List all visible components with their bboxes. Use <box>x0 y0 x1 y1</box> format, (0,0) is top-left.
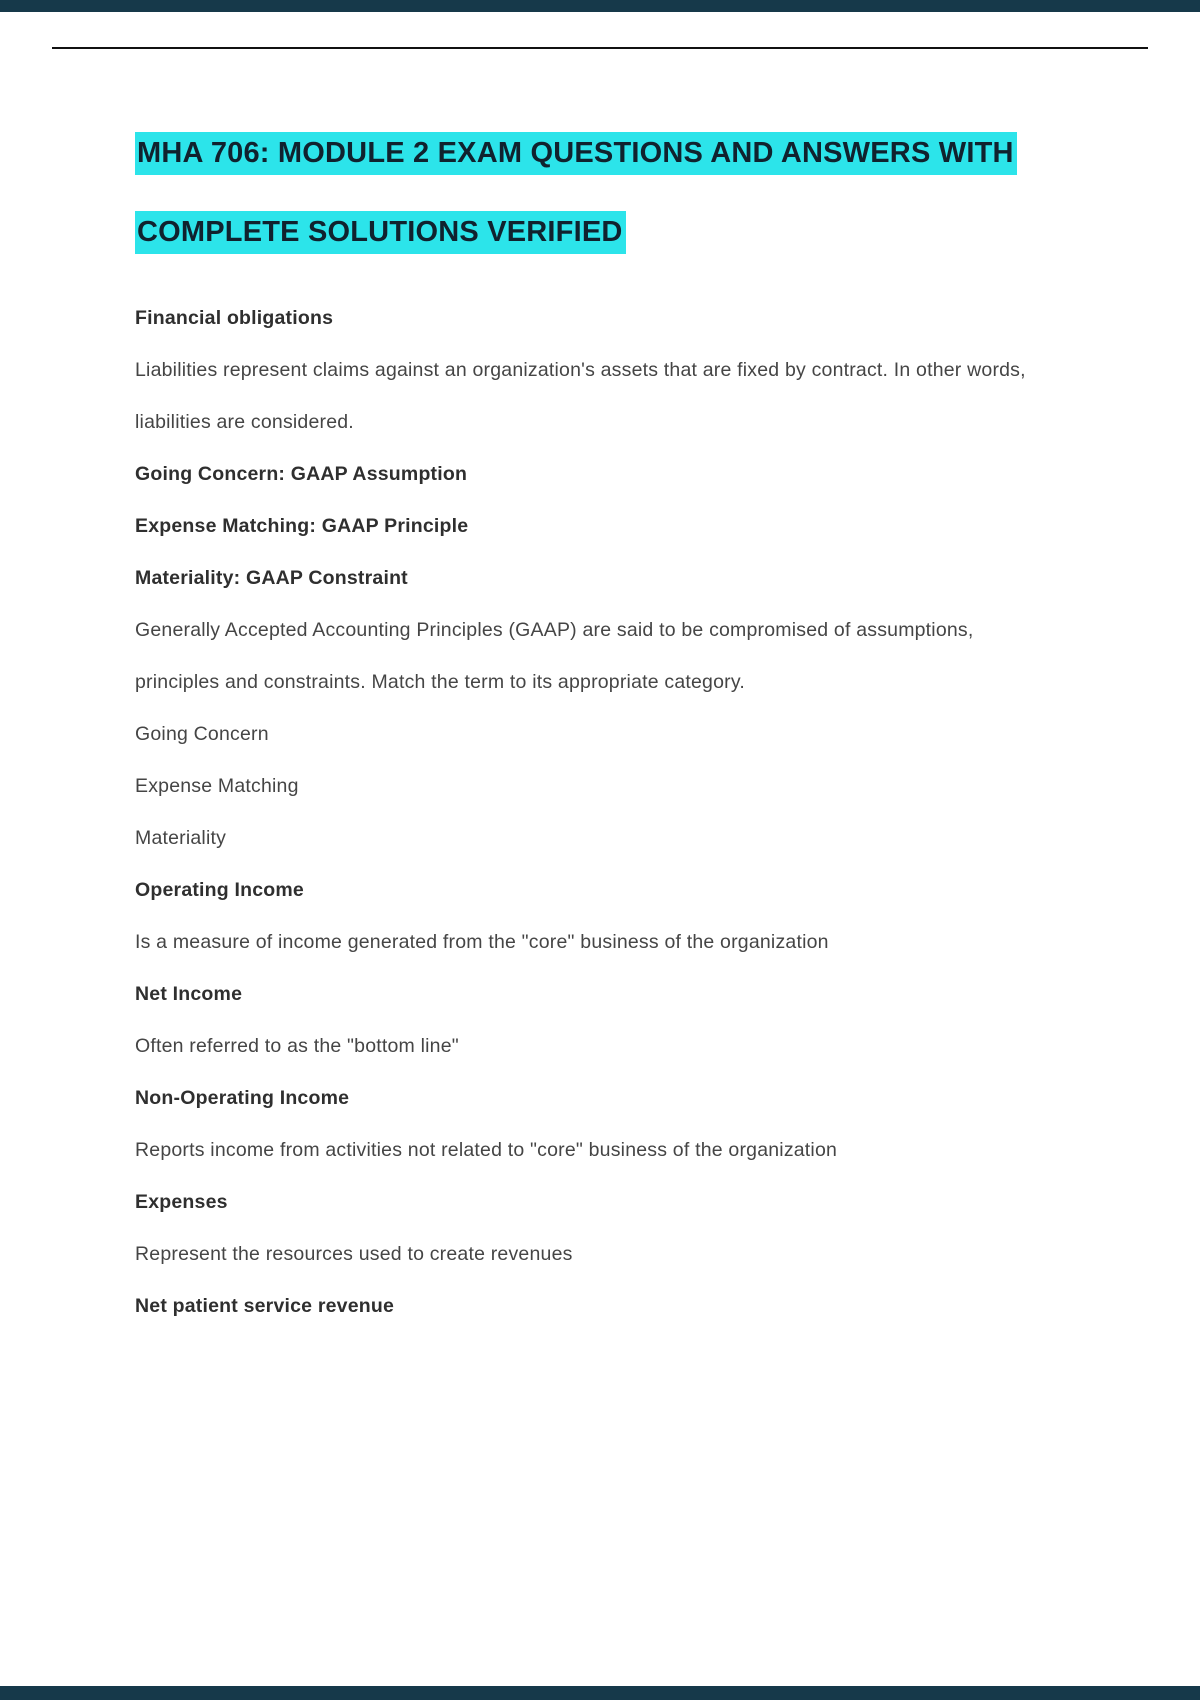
term: Non-Operating Income <box>135 1086 350 1109</box>
document-title-line2: COMPLETE SOLUTIONS VERIFIED <box>135 211 626 254</box>
document-body <box>135 136 1040 1332</box>
definition: Liabilities represent claims against an organization's assets that are fixed by contract. In other words, liabilities are considered. <box>135 358 1026 433</box>
term: Financial obligations <box>135 306 334 329</box>
term: Expense Matching: GAAP Principle <box>135 514 469 537</box>
top-rule-divider <box>52 47 1148 49</box>
definition: Going Concern <box>135 722 269 745</box>
term: Net Income <box>135 982 243 1005</box>
definition: Materiality <box>135 826 227 849</box>
definition: Represent the resources used to create revenues <box>135 1242 573 1265</box>
definition: Often referred to as the "bottom line" <box>135 1034 459 1057</box>
definition: Expense Matching <box>135 774 299 797</box>
document-title-line2-wrap <box>135 215 1040 250</box>
document-title <box>135 136 1040 250</box>
term: Going Concern: GAAP Assumption <box>135 462 468 485</box>
definition: Generally Accepted Accounting Principles (GAAP) are said to be compromised of assumptions, principles and constraints. Match the term to its appropriate category. <box>135 618 974 693</box>
term: Net patient service revenue <box>135 1294 395 1317</box>
bottom-bar <box>0 1686 1200 1700</box>
top-bar <box>0 0 1200 12</box>
term: Operating Income <box>135 878 304 901</box>
term: Materiality: GAAP Constraint <box>135 566 408 589</box>
definition: Reports income from activities not related to "core" business of the organization <box>135 1138 838 1161</box>
document-title-line1: MHA 706: MODULE 2 EXAM QUESTIONS AND ANSWERS WITH <box>135 132 1017 175</box>
term: Expenses <box>135 1190 228 1213</box>
qa-list <box>135 292 1040 1332</box>
definition: Is a measure of income generated from the "core" business of the organization <box>135 930 829 953</box>
document-title-line1-wrap <box>135 136 1040 171</box>
